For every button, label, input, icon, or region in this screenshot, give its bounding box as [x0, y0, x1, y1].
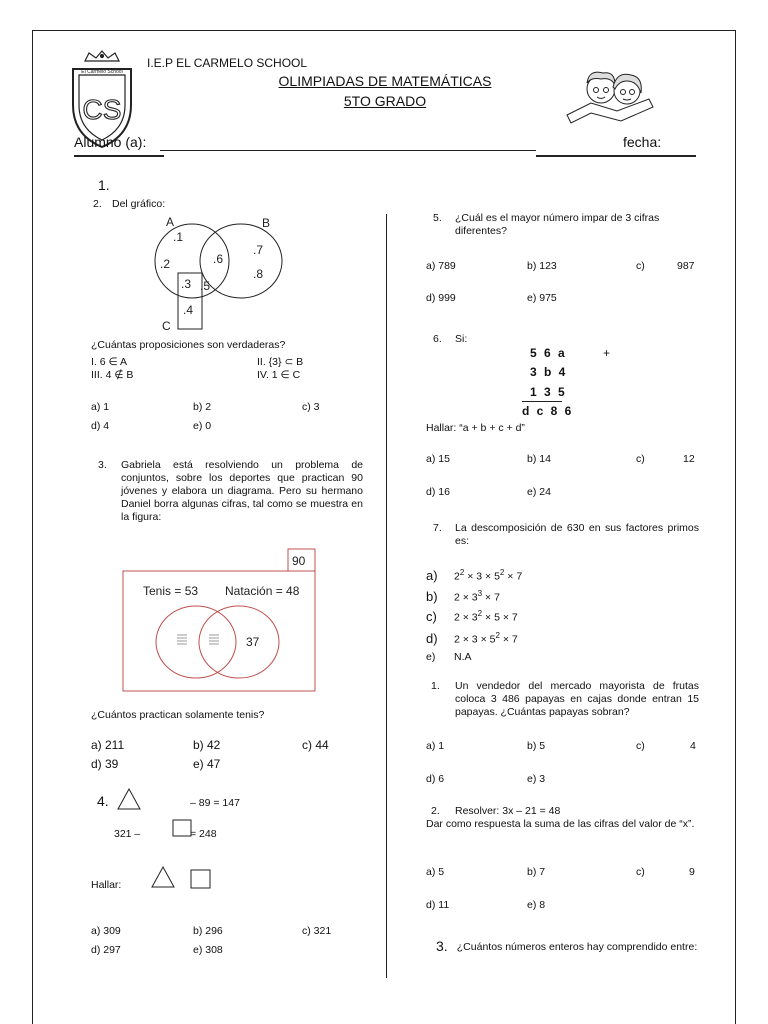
q5-option-e[interactable]: e) 975 [527, 292, 557, 304]
q7-label-a[interactable]: a) [426, 568, 438, 583]
q4-equation-1: – 89 = 147 [190, 797, 240, 809]
q2-number: 2. [93, 198, 102, 210]
venn-label-c: C [162, 319, 171, 333]
q6-find: Hallar: “a + b + c + d” [426, 422, 525, 434]
q3-option-a[interactable]: a) 211 [91, 738, 125, 752]
children-reading-icon [561, 63, 657, 125]
q2-option-e[interactable]: e) 0 [193, 420, 212, 432]
q4-equation-2-left: 321 – [114, 828, 141, 840]
q3-option-d[interactable]: d) 39 [91, 757, 119, 771]
q4-option-e[interactable]: e) 308 [193, 944, 223, 956]
q9-option-b[interactable]: b) 7 [527, 866, 546, 878]
q7-text: La descomposición de 630 en sus factores primos es: [455, 522, 699, 547]
q3-erased-digits [177, 635, 219, 644]
q5-option-c[interactable]: c) [636, 260, 645, 272]
q9-option-c-value: 9 [689, 866, 695, 878]
q6-option-b[interactable]: b) 14 [527, 453, 551, 465]
q3-tenis-label: Tenis = 53 [143, 584, 199, 598]
q10-text: ¿Cuántos números enteros hay comprendido entre: [456, 941, 698, 953]
q2-prop-2: II. {3} ⊂ B [257, 356, 304, 368]
q3-only-natacion: 37 [246, 635, 260, 649]
q6-plus-sign: + [603, 346, 611, 360]
q8-number: 1. [431, 680, 440, 692]
q6-row-3: 1 3 5 [530, 385, 567, 399]
q9-text: Resolver: 3x – 21 = 48 [455, 805, 561, 817]
q1-number: 1. [98, 177, 110, 193]
q2-prop-1: I. 6 ∈ A [91, 356, 127, 368]
venn-point-5: .5 [200, 279, 211, 293]
venn-point-4: .4 [183, 303, 194, 317]
q7-option-a: $2^2 \times 3 \times 5^2 \times 7$ [454, 568, 523, 583]
q7-label-b[interactable]: b) [426, 589, 438, 604]
school-name: I.E.P EL CARMELO SCHOOL [147, 56, 308, 70]
grade-title: 5TO GRADO [343, 93, 427, 109]
q8-text: Un vendedor del mercado mayorista de frutas coloca 3 486 papayas en cajas donde entran 15 papayas. ¿Cuántas papayas sobran? [455, 680, 699, 718]
venn-point-3: .3 [181, 277, 192, 291]
q4-number: 4. [97, 793, 109, 809]
date-label: fecha: [623, 134, 662, 150]
q5-option-c-value: 987 [677, 260, 695, 272]
q6-option-a[interactable]: a) 15 [426, 453, 450, 465]
q6-row-1: 5 6 a [530, 346, 567, 360]
q2-text: Del gráfico: [112, 198, 166, 210]
q7-number: 7. [433, 522, 442, 534]
q9-text-2: Dar como respuesta la suma de las cifras del valor de “x”. [426, 818, 695, 830]
q7-label-d[interactable]: d) [426, 631, 438, 646]
q7-label-c[interactable]: c) [426, 609, 437, 624]
q3-total: 90 [292, 554, 306, 568]
page-title: OLIMPIADAS DE MATEMÁTICAS [278, 73, 492, 89]
q9-option-d[interactable]: d) 11 [426, 899, 450, 911]
q8-option-c[interactable]: c) [636, 740, 645, 752]
q9-option-c[interactable]: c) [636, 866, 645, 878]
triangle-icon [116, 787, 142, 811]
q2-prop-3: III. 4 ∉ B [91, 369, 134, 381]
q2-option-a[interactable]: a) 1 [91, 401, 110, 413]
venn-label-b: B [262, 216, 271, 230]
q7-option-d: $2 \times 3 \times 5^2 \times 7$ [454, 631, 518, 646]
q7-label-e[interactable]: e) [426, 651, 436, 663]
q6-row-4: d c 8 6 [522, 404, 574, 418]
q5-option-b[interactable]: b) 123 [527, 260, 557, 272]
triangle-icon [150, 865, 176, 889]
q8-option-d[interactable]: d) 6 [426, 773, 445, 785]
header-rule [74, 155, 164, 157]
square-icon [172, 819, 192, 837]
q6-row-2: 3 b 4 [530, 365, 568, 379]
q2-prop-4: IV. 1 ∈ C [257, 369, 301, 381]
venn-point-6: .6 [213, 252, 224, 266]
q7-option-c: $2 \times 3^2 \times 5 \times 7$ [454, 609, 518, 624]
q4-option-c[interactable]: c) 321 [302, 925, 332, 937]
q4-option-d[interactable]: d) 297 [91, 944, 121, 956]
q2-question: ¿Cuántas proposiciones son verdaderas? [91, 339, 286, 351]
q2-option-d[interactable]: d) 4 [91, 420, 110, 432]
venn-point-7: .7 [253, 243, 264, 257]
q6-option-c-value: 12 [683, 453, 695, 465]
worksheet-page [32, 30, 736, 1024]
q5-option-a[interactable]: a) 789 [426, 260, 456, 272]
q3-option-b[interactable]: b) 42 [193, 738, 221, 752]
q4-find-label: Hallar: [91, 879, 122, 891]
q5-number: 5. [433, 212, 442, 224]
q5-option-d[interactable]: d) 999 [426, 292, 456, 304]
q4-option-a[interactable]: a) 309 [91, 925, 121, 937]
venn-point-2: .2 [160, 257, 171, 271]
q3-option-c[interactable]: c) 44 [302, 738, 329, 752]
q3-option-e[interactable]: e) 47 [193, 757, 221, 771]
q5-text: ¿Cuál es el mayor número impar de 3 cifras diferentes? [455, 212, 660, 237]
q6-sum-line [522, 401, 562, 402]
q3-question: ¿Cuántos practican solamente tenis? [91, 709, 265, 721]
q2-venn-diagram [148, 211, 293, 333]
venn-point-8: .8 [253, 267, 264, 281]
venn-label-a: A [166, 215, 175, 229]
q4-option-b[interactable]: b) 296 [193, 925, 223, 937]
q3-number: 3. [98, 459, 107, 471]
q3-natacion-label: Natación = 48 [225, 584, 300, 598]
q3-text: Gabriela está resolviendo un problema de conjuntos, sobre los deportes que practican 90 jóvenes y elabora un diagrama. Pero su hermano Daniel borra algunas cifras, tal como se muestra en la figura: [121, 459, 363, 523]
q3-sports-diagram [121, 547, 317, 693]
q2-option-c[interactable]: c) 3 [302, 401, 320, 413]
q6-option-d[interactable]: d) 16 [426, 486, 450, 498]
q10-number: 3. [436, 938, 448, 954]
q6-text: Si: [455, 333, 468, 345]
q7-option-b: $2 \times 3^3 \times 7$ [454, 589, 500, 604]
q9-option-a[interactable]: a) 5 [426, 866, 445, 878]
q8-option-c-value: 4 [690, 740, 696, 752]
q8-option-e[interactable]: e) 3 [527, 773, 546, 785]
venn-point-1: .1 [173, 230, 184, 244]
q8-option-a[interactable]: a) 1 [426, 740, 445, 752]
student-name-line[interactable] [160, 150, 536, 151]
q4-equation-2-right: = 248 [190, 828, 217, 840]
square-icon [190, 869, 211, 889]
q6-option-c[interactable]: c) [636, 453, 645, 465]
q6-number: 6. [433, 333, 442, 345]
q2-option-b[interactable]: b) 2 [193, 401, 212, 413]
q7-option-e: N.A [454, 651, 472, 663]
date-line[interactable] [536, 155, 696, 157]
q9-number: 2. [431, 805, 440, 817]
crest-ring-text: El Carmelo School [81, 69, 123, 75]
column-divider [386, 214, 387, 978]
q8-option-b[interactable]: b) 5 [527, 740, 546, 752]
q6-option-e[interactable]: e) 24 [527, 486, 551, 498]
student-label: Alumno (a): [74, 134, 147, 150]
q9-option-e[interactable]: e) 8 [527, 899, 546, 911]
crest-letters: CS [82, 94, 122, 125]
